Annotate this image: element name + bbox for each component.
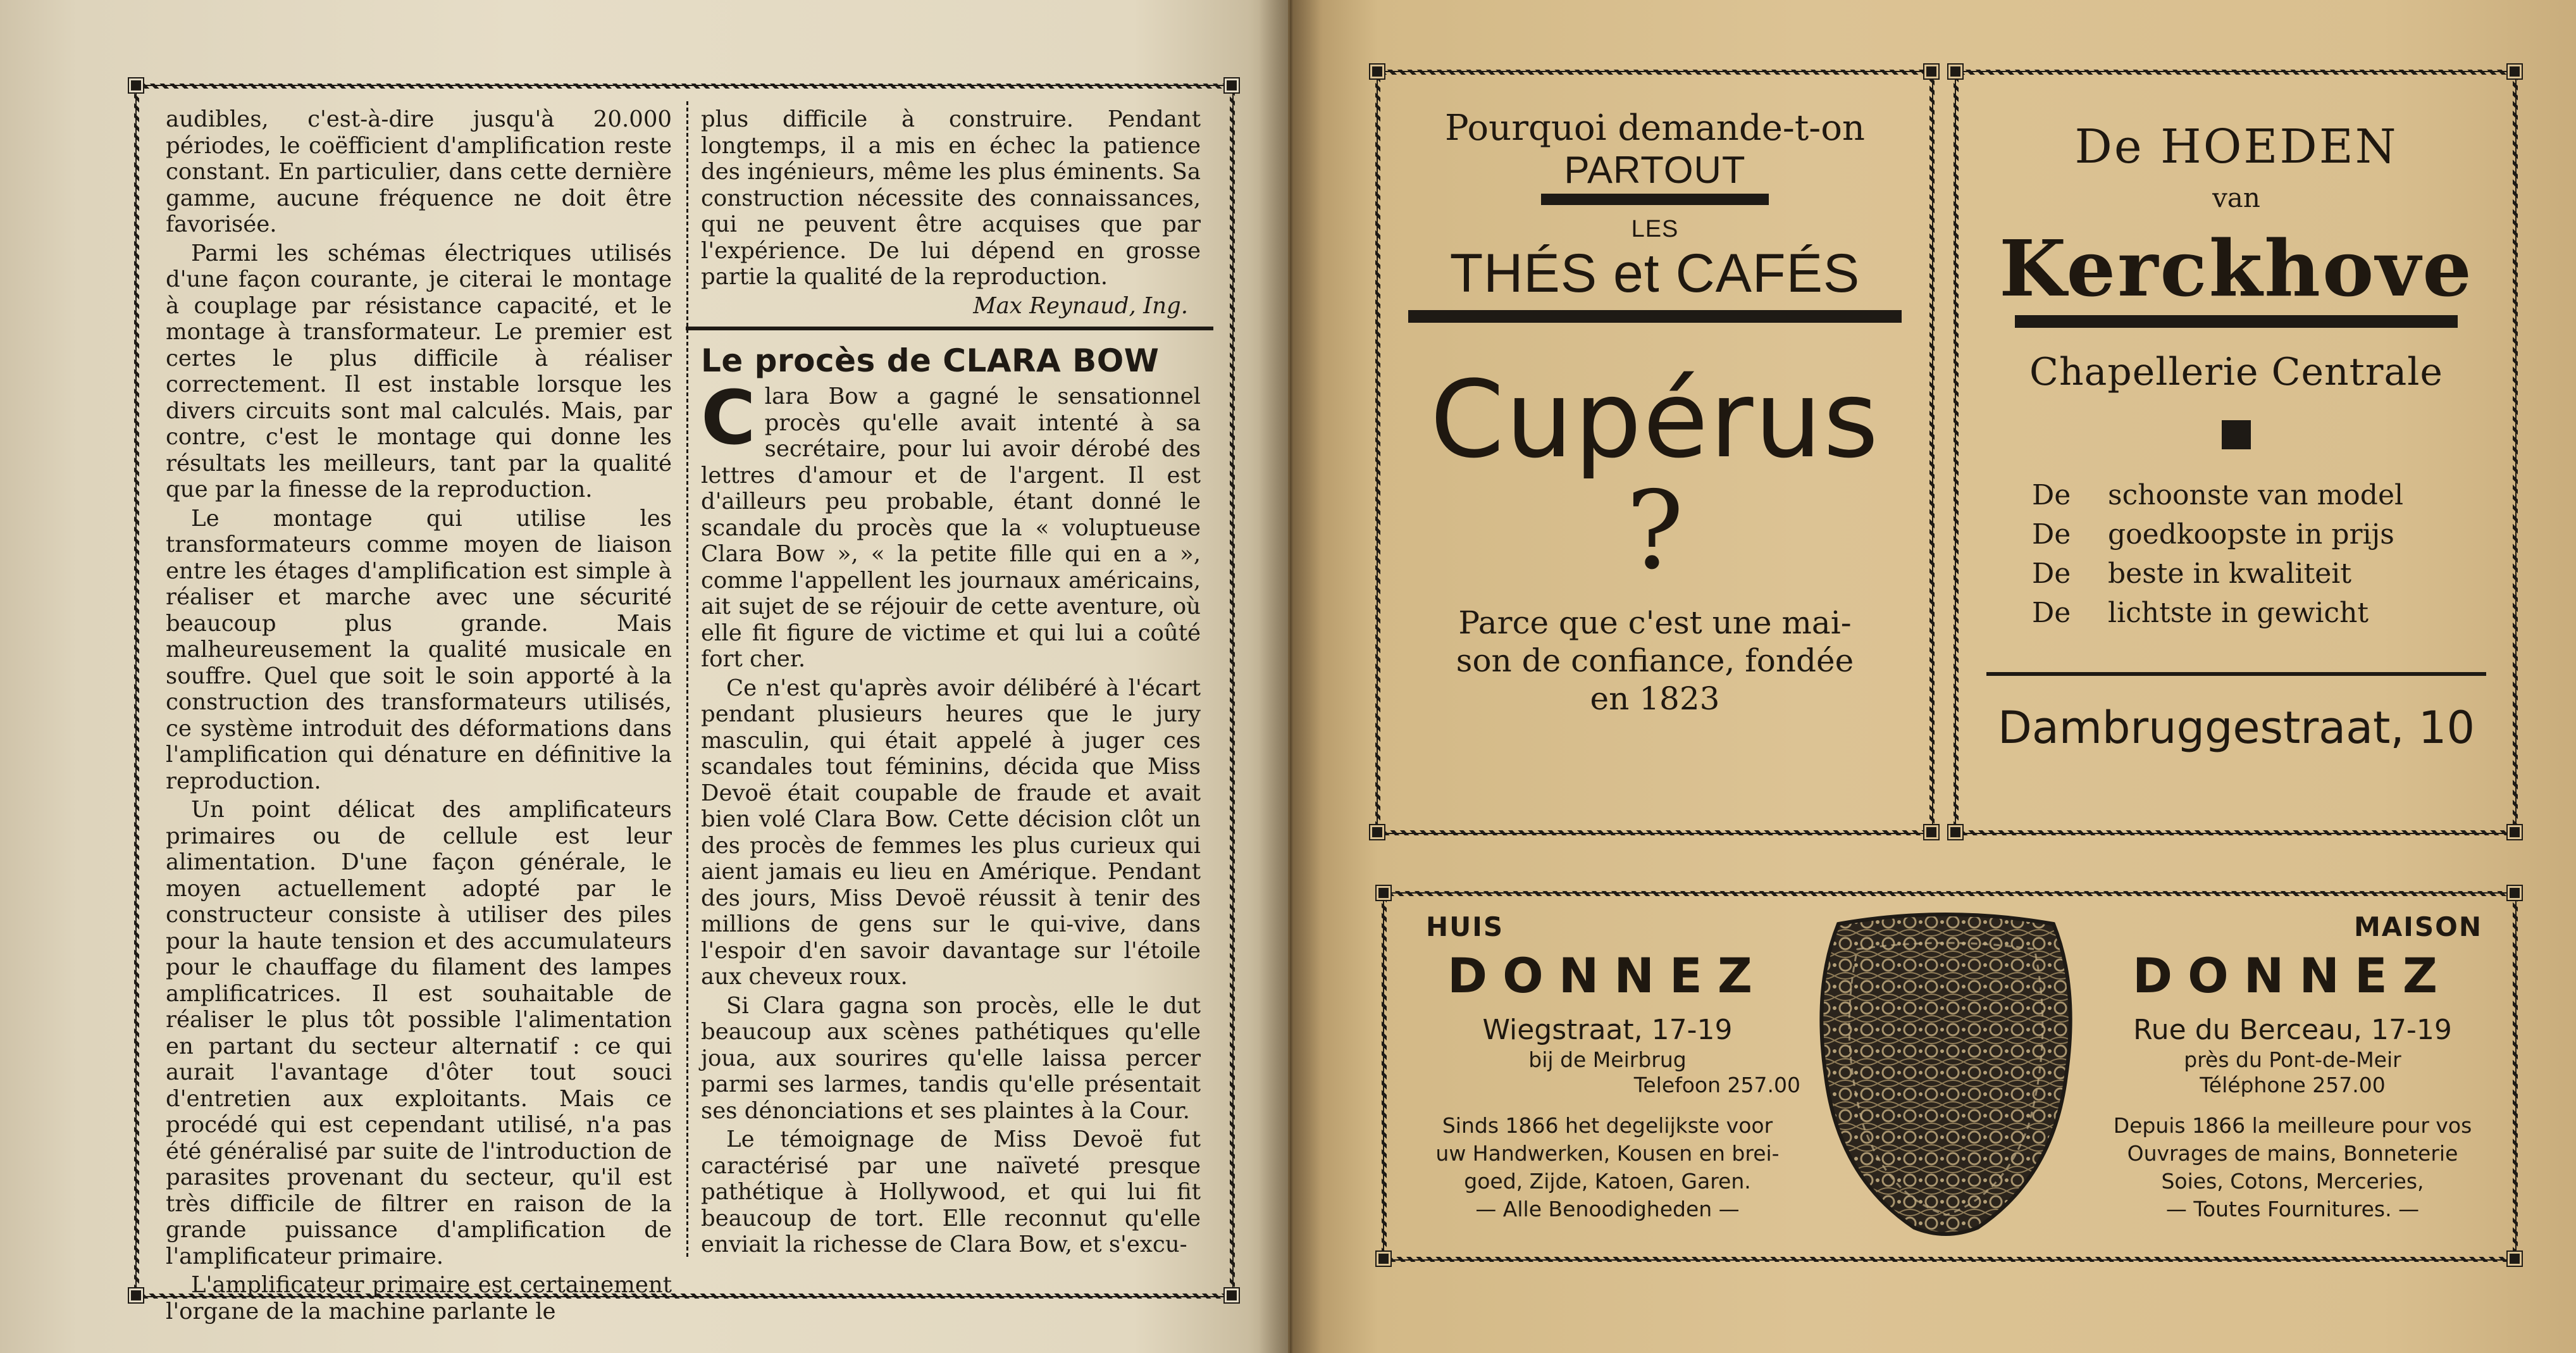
list-prefix: De [2032,597,2071,629]
frame-corner [1377,1252,1390,1266]
ad-text: uw Handwerken, Kousen en brei- [1435,1141,1780,1166]
paragraph: Un point délicat des amplificateurs primaires ou de cellule est leur alimentation. D'une façon générale, le moyen actuellement adopté par le constructeur consiste à utiliser des piles pour la haute tension et des accumulateurs pour le chauffage du filament des lampes amplificatrices. Il est souhaitable de réaliser le plus tôt possible l'alimentation en partant du secteur alternatif : ce qui aurait l'avantage d'ôter tout souci d'entretien aux exploitants. Mais ce procédé qui est cependant utilisé, n'a pas été généralisé par suite de l'introduction de parasites provenant du secteur, qu'il est très difficile de filtrer en raison de la grande puissance d'amplification de l'amplificateur primaire. [166,797,672,1269]
ad-brand-name: DONNEZ [2133,947,2453,1004]
ad-text: — Alle Benoodigheden — [1475,1197,1740,1221]
ad-text: MAISON [2353,911,2482,942]
ad-bar [1541,194,1769,205]
ad-text: Wiegstraat, 17-19 [1482,1014,1733,1046]
ad-text: HUIS [1426,911,1504,942]
list-item [2032,554,2499,594]
question-mark: ? [1626,468,1684,594]
paragraph: Le montage qui utilise les transformateurs comme moyen de liaison entre les étages d'amplification est simple à réaliser et marche avec une sécurité beaucoup plus grande. Mais malheureusement la qualité musicale en souffre. Quel que soit le soin apporté à la construction des transformateurs utilisés, ce système introduit des déformations dans l'amplification qui dénature en définitive la reproduction. [166,505,672,794]
ad-text: Telefoon 257.00 [1633,1073,1800,1097]
list-text: schoonste van model [2108,479,2404,511]
paragraph: plus difficile à construire. Pendant longtemps, il a mis en échec la patience des ingénieurs, même les plus éminents. Sa construction nécessite des connaissances, qui ne peuvent être acquises que par l'expérience. De lui dépend en grosse partie la qualité de la reproduction. [701,106,1201,290]
ad-text: Téléphone 257.00 [2200,1073,2386,1097]
list-text: goedkoopste in prijs [2108,518,2394,551]
frame-corner [129,1288,143,1302]
ad-bar [2015,315,2458,328]
ad-text: van [2212,182,2260,213]
lace-illustration [1813,911,2079,1240]
frame-corner [1370,825,1384,839]
ad-text: — Toutes Fournitures. — [2165,1197,2420,1221]
ad-text: LES [1631,216,1679,242]
ad-brand-name: Kerckhove [1999,223,2474,314]
ad-cuperus [1396,108,1914,718]
ad-donnez-french [2084,911,2501,1223]
paragraph-text: lara Bow a gagné le sensationnel procès qu'elle avait intenté à sa secrétaire, pour lui avoir dérobé des lettres d'amour et de l'argent. Il est d'ailleurs peu probable, étant donné le scandale du procès que la « voluptueuse Clara Bow », « la petite fille qui en a », comme l'appellent les journaux américains, ait sujet de se réjouir de cette aventure, où elle fit figure de victime et qui lui a coûté fort cher. [701,383,1201,672]
ad-text: Rue du Berceau, 17-19 [2133,1014,2452,1046]
feature-list [2032,476,2499,633]
list-item [2032,515,2499,554]
frame-corner [1948,825,1962,839]
ad-rule [1986,672,2486,676]
ad-text: Sinds 1866 het degelijkste voor [1442,1113,1773,1138]
ad-donnez-dutch [1402,911,1813,1223]
ad-text: Ouvrages de mains, Bonneterie [2127,1141,2458,1166]
ad-bar [1408,310,1902,323]
column-divider [686,101,688,1259]
list-prefix: De [2032,558,2071,590]
frame-corner [2508,886,2522,900]
ad-text: Parce que c'est une mai- [1458,604,1852,641]
ad-tagline [1396,604,1914,718]
paragraph: Parmi les schémas électriques utilisés d'une façon courante, je citerai le montage à couplage par résistance capacité, et le montage à transformateur. Le premier est certes le plus difficile à réaliser correctement. Il est instable lorsque les divers circuits sont mal calculés. Mais, par contre, c'est le montage qui donne les résultats les meilleurs, tant par la qualité que par la finesse de la reproduction. [166,240,672,502]
ad-text: près du Pont-de-Meir [2184,1047,2401,1072]
paragraph: Le témoignage de Miss Devoë fut caractérisé par une naïveté presque pathétique à Hollywood, et qui lui fit beaucoup de tort. Elle reconnut qu'elle enviait la richesse de Clara Bow, et s'excu- [701,1126,1201,1257]
section-rule [686,327,1213,330]
frame-corner [1377,886,1390,900]
paragraph [701,374,1201,673]
ad-text: bij de Meirbrug [1528,1047,1687,1072]
ad-body [2084,1112,2501,1223]
frame-corner [1225,1288,1239,1302]
ad-text: PARTOUT [1564,149,1746,191]
bullet-square [2222,420,2251,449]
frame-corner [1948,65,1962,78]
ad-text: goed, Zijde, Katoen, Garen. [1464,1169,1751,1194]
ad-kerckhove [1974,120,2499,754]
paragraph: audibles, c'est-à-dire jusqu'à 20.000 périodes, le coëfficient d'amplification reste constant. En particulier, dans cette dernière gamme, aucune fréquence ne doit être favorisée. [166,106,672,237]
frame-corner [2508,65,2522,78]
frame-corner [129,78,143,92]
frame-corner [1924,65,1938,78]
frame-corner [1225,78,1239,92]
ad-brand-name: Cupérus [1430,358,1880,482]
ad-text: Soies, Cotons, Merceries, [2161,1169,2424,1194]
ad-brand-name: DONNEZ [1447,947,1768,1004]
ad-address: Dambruggestraat, 10 [1997,702,2475,754]
ad-subtitle: Chapellerie Centrale [2029,350,2443,394]
ad-text: Pourquoi demande-t-on [1445,108,1865,149]
ad-body [1402,1112,1813,1223]
paragraph: Si Clara gagna son procès, elle le dut beaucoup aux scènes pathétiques qu'elle joua, aux sourires qu'elle laissa percer parmi ses larmes, tandis qu'elle présentait ses dénonciations et ses plaintes à la Cour. [701,992,1201,1124]
article-headline: Le procès de CLARA BOW [701,342,1160,379]
list-item [2032,476,2499,515]
drop-cap: C [701,374,756,461]
article-column-2 [701,106,1201,1261]
list-text: lichtste in gewicht [2108,597,2369,629]
list-prefix: De [2032,518,2071,551]
list-text: beste in kwaliteit [2108,558,2352,590]
ad-text: son de confiance, fondée [1456,642,1854,679]
ad-text: Depuis 1866 la meilleure pour vos [2113,1113,2472,1138]
ad-text: en 1823 [1590,680,1720,717]
paragraph: L'amplificateur primaire est certainement l'organe de la machine parlante le [166,1272,672,1325]
list-item [2032,594,2499,633]
frame-corner [1370,65,1384,78]
frame-corner [2508,825,2522,839]
frame-corner [1924,825,1938,839]
ad-text: De HOEDEN [2074,120,2398,174]
frame-corner [2508,1252,2522,1266]
author-signature: Max Reynaud, Ing. [973,292,1188,319]
lace-pattern-icon [1813,911,2079,1240]
ad-text: THÉS et CAFÉS [1449,243,1861,304]
article-column-1 [166,106,672,1327]
right-page [1288,0,2576,1353]
list-prefix: De [2032,479,2071,511]
paragraph: Ce n'est qu'après avoir délibéré à l'écart pendant plusieurs heures que le jury masculin, qui était appelé à juger ces scandales tout féminins, décida que Miss Devoë était coupable de fraude et avait bien volé Clara Bow. Cette décision clôt un des procès de femmes les plus curieux qui aient jamais eu lieu en Amérique. Pendant des jours, Miss Devoë réussit à tenir des millions de gens sur le qui-vive, dans l'espoir d'en savoir davantage sur l'étoile aux cheveux roux. [701,675,1201,990]
